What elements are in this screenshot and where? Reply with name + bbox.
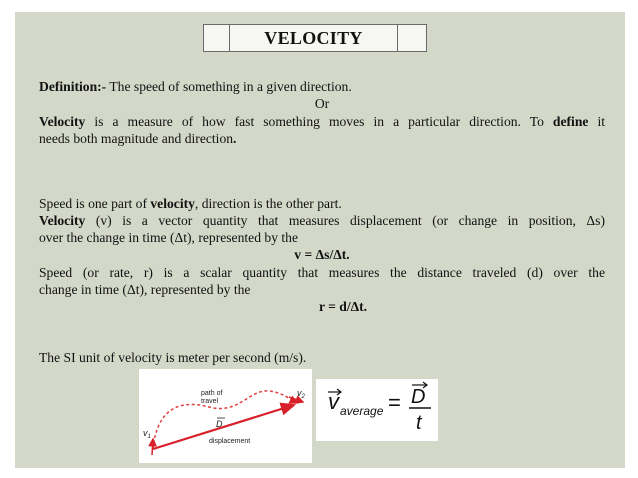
magnitude-period: .	[233, 131, 237, 146]
si-unit-line: The SI unit of velocity is meter per second (m/s).	[39, 350, 307, 365]
path-label-1: path of	[201, 390, 223, 397]
velocity-definition-end: it	[588, 114, 606, 129]
definition-label: Definition:-	[39, 79, 107, 94]
title-box	[203, 24, 427, 52]
speed-part-line	[39, 195, 605, 212]
speed-equation: r = d/Δt.	[318, 299, 368, 314]
denominator-t: t	[416, 412, 422, 434]
define-term: define	[552, 114, 589, 129]
path-label-2: travel	[201, 398, 219, 405]
speed-part-text: Speed is one part of	[39, 196, 151, 211]
velocity-definition-text: is a measure of how fast something moves in a particular direction. To	[85, 114, 553, 129]
v1-arrow	[152, 439, 153, 455]
speed-time-line: change in time (Δt), represented by the	[39, 282, 251, 297]
definition-text: The speed of something in a given direction.	[106, 79, 352, 94]
speed-scalar-line: Speed (or rate, r) is a scalar quantity that measures the distance traveled (d) over the	[39, 265, 605, 280]
velocity-vector-term: Velocity	[39, 213, 86, 228]
title-box-right-cell	[397, 25, 426, 51]
displacement-label: displacement	[209, 438, 251, 445]
magnitude-text: needs both magnitude and direction	[39, 131, 234, 146]
title-box-left-cell	[204, 25, 230, 51]
velocity-equation: v = Δs/Δt.	[294, 247, 350, 262]
velocity-vector-line	[39, 212, 605, 229]
velocity-term: Velocity	[39, 114, 86, 129]
speed-part-end: , direction is the other part.	[194, 196, 342, 211]
v1-label: $v_1$	[143, 428, 151, 440]
velocity-bold: velocity	[150, 196, 195, 211]
numerator-d: D	[411, 386, 426, 408]
v2-label: $v_2$	[297, 388, 305, 400]
velocity-definition-line	[39, 113, 605, 130]
definition-line	[39, 78, 605, 95]
velocity-time-line: over the change in time (Δt), represented by the	[39, 230, 298, 245]
displacement-diagram	[139, 369, 312, 463]
d-vector-label: D	[216, 419, 223, 429]
average-subscript: average	[340, 404, 384, 418]
page-title: VELOCITY	[264, 28, 363, 48]
average-velocity-formula	[316, 379, 438, 441]
velocity-vector-text: (v) is a vector quantity that measures displacement (or change in position, Δs)	[85, 213, 605, 228]
magnitude-line	[39, 130, 605, 147]
v-symbol: v	[328, 389, 339, 414]
equals-sign: =	[388, 390, 401, 415]
or-line: Or	[314, 96, 330, 111]
